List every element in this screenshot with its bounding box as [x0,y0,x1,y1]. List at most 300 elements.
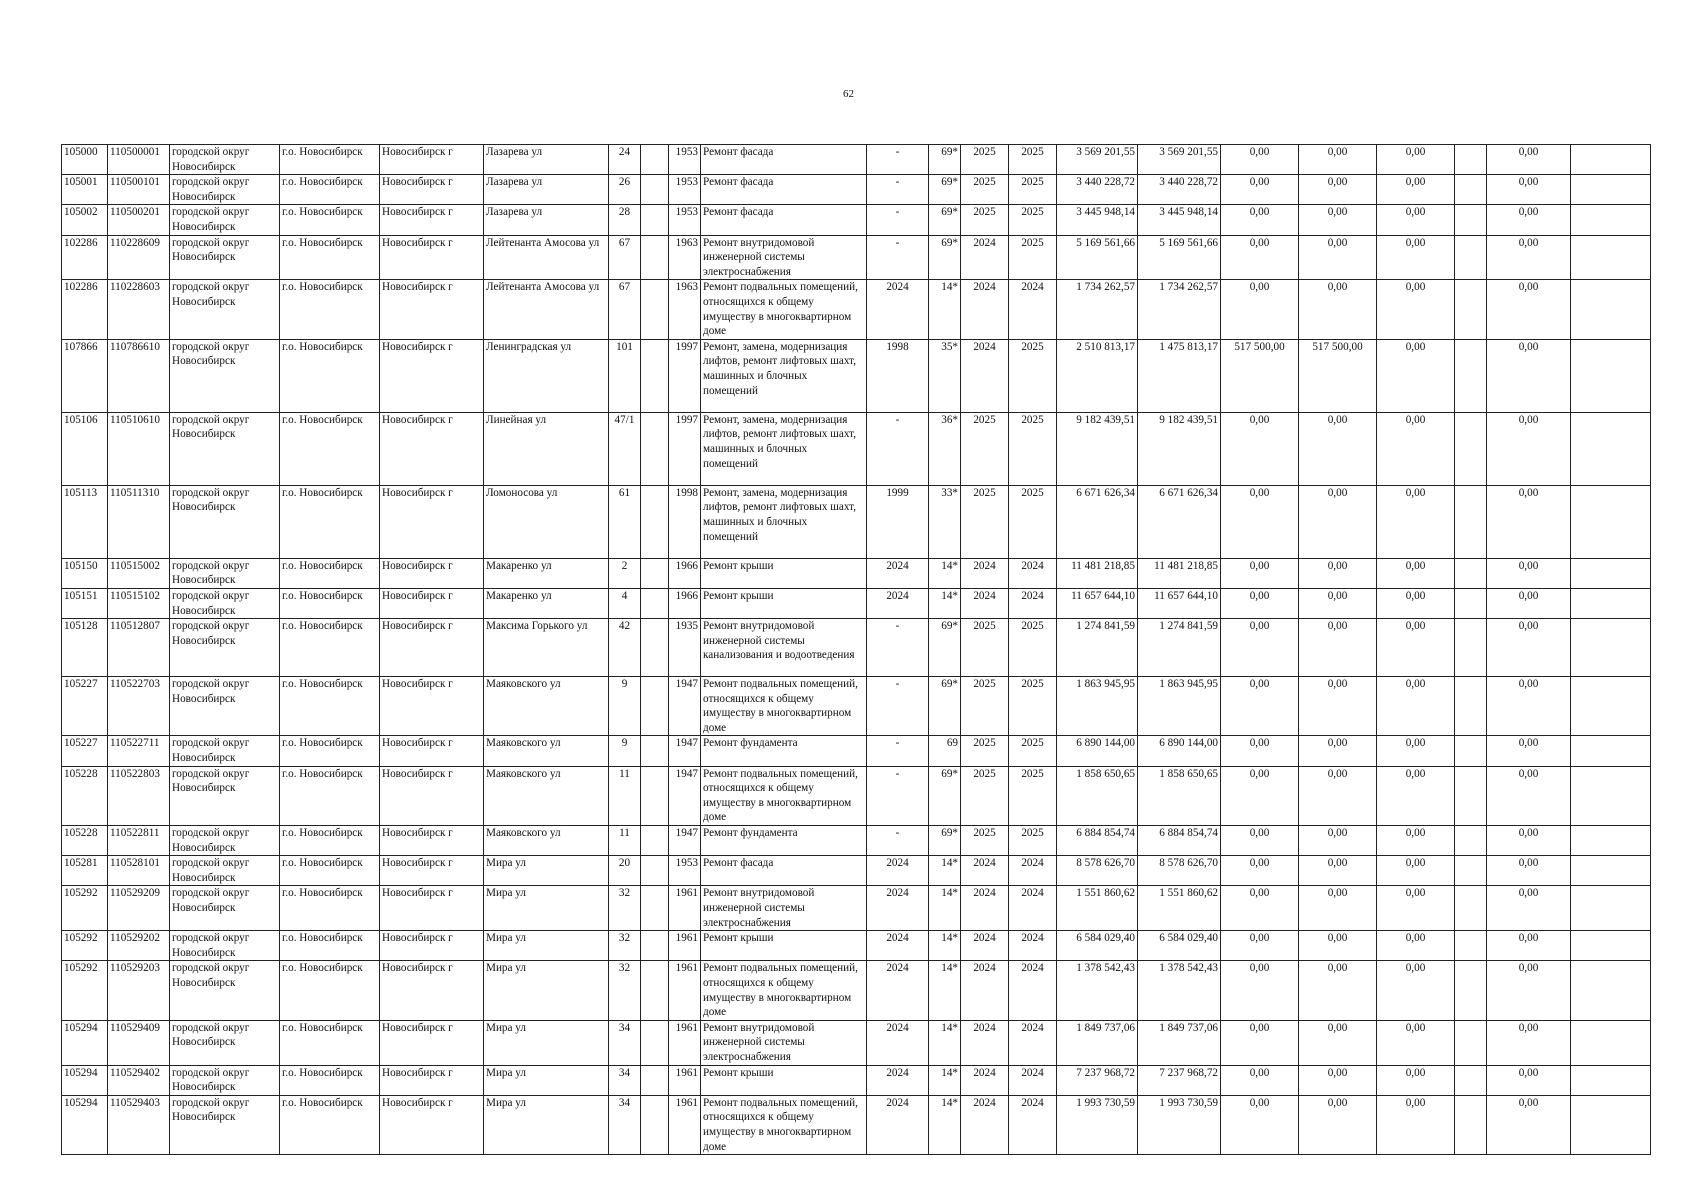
note-cell [1571,412,1651,485]
street-cell: Мира ул [484,1020,609,1065]
record-id-cell: 110529409 [108,1020,170,1065]
building-cell [641,886,669,931]
municipality-cell: г.о. Новосибирск [280,558,380,588]
house-id-cell: 105106 [62,412,108,485]
other-funds-cell: 0,00 [1377,826,1455,856]
wear-cell: 69* [929,677,961,736]
house-number-cell: 24 [609,145,641,175]
house-id-cell: 105128 [62,619,108,677]
street-cell: Маяковского ул [484,677,609,736]
building-cell [641,588,669,618]
last-repair-year-cell: - [867,412,929,485]
house-number-cell: 9 [609,677,641,736]
street-cell: Маяковского ул [484,826,609,856]
wear-cell: 69* [929,235,961,280]
record-id-cell: 110228603 [108,280,170,339]
last-repair-year-cell: - [867,619,929,677]
other-funds-cell: 0,00 [1377,175,1455,205]
work-type-cell: Ремонт фасада [701,205,867,235]
extra-cell [1455,619,1487,677]
fund-cost-cell: 1 274 841,59 [1138,619,1221,677]
building-cell [641,412,669,485]
other-funds-cell: 0,00 [1377,619,1455,677]
table-row [62,677,1651,736]
start-year-cell: 2025 [961,175,1009,205]
house-number-cell: 26 [609,175,641,205]
house-id-cell: 105281 [62,856,108,886]
budget-cell: 0,00 [1221,677,1299,736]
district-cell: городской округ Новосибирск [170,931,280,961]
city-cell: Новосибирск г [380,886,484,931]
work-type-cell: Ремонт крыши [701,558,867,588]
owner-funds-cell: 0,00 [1487,677,1571,736]
city-cell: Новосибирск г [380,619,484,677]
last-repair-year-cell: - [867,205,929,235]
fund-cost-cell: 1 734 262,57 [1138,280,1221,339]
work-type-cell: Ремонт внутридомовой инженерной системы канализования и водоотведения [701,619,867,677]
fund-cost-cell: 7 237 968,72 [1138,1065,1221,1095]
owner-funds-cell: 0,00 [1487,175,1571,205]
note-cell [1571,205,1651,235]
total-cost-cell: 3 440 228,72 [1057,175,1138,205]
house-id-cell: 105113 [62,485,108,558]
budget-cell: 0,00 [1221,736,1299,766]
work-type-cell: Ремонт фасада [701,856,867,886]
work-type-cell: Ремонт, замена, модернизация лифтов, ремонт лифтовых шахт, машинных и блочных помещений [701,412,867,485]
table-row [62,826,1651,856]
wear-cell: 69* [929,175,961,205]
municipality-cell: г.о. Новосибирск [280,412,380,485]
wear-cell: 69* [929,145,961,175]
street-cell: Маяковского ул [484,766,609,825]
other-funds-cell: 0,00 [1377,766,1455,825]
house-id-cell: 105292 [62,886,108,931]
capital-repair-table [61,144,1651,1155]
city-cell: Новосибирск г [380,205,484,235]
table-row [62,1020,1651,1065]
street-cell: Мира ул [484,1065,609,1095]
owner-funds-cell: 0,00 [1487,826,1571,856]
wear-cell: 36* [929,412,961,485]
district-cell: городской округ Новосибирск [170,619,280,677]
record-id-cell: 110500201 [108,205,170,235]
note-cell [1571,677,1651,736]
table-row [62,558,1651,588]
other-funds-cell: 0,00 [1377,205,1455,235]
budget-cell: 0,00 [1221,485,1299,558]
start-year-cell: 2025 [961,485,1009,558]
city-cell: Новосибирск г [380,677,484,736]
city-cell: Новосибирск г [380,558,484,588]
building-cell [641,1020,669,1065]
extra-cell [1455,677,1487,736]
street-cell: Макаренко ул [484,588,609,618]
end-year-cell: 2025 [1009,339,1057,412]
house-number-cell: 32 [609,961,641,1020]
street-cell: Лейтенанта Амосова ул [484,280,609,339]
budget-cell: 0,00 [1221,826,1299,856]
total-cost-cell: 5 169 561,66 [1057,235,1138,280]
work-type-cell: Ремонт фасада [701,175,867,205]
work-type-cell: Ремонт подвальных помещений, относящихся к общему имуществу в многоквартирном доме [701,766,867,825]
other-funds-cell: 0,00 [1377,280,1455,339]
fund-cost-cell: 5 169 561,66 [1138,235,1221,280]
municipality-cell: г.о. Новосибирск [280,619,380,677]
street-cell: Мира ул [484,961,609,1020]
owner-funds-cell: 0,00 [1487,280,1571,339]
start-year-cell: 2025 [961,205,1009,235]
last-repair-year-cell: - [867,175,929,205]
build-year-cell: 1935 [669,619,701,677]
budget-cell: 0,00 [1221,205,1299,235]
building-cell [641,235,669,280]
build-year-cell: 1963 [669,235,701,280]
fund-cost-cell: 1 551 860,62 [1138,886,1221,931]
build-year-cell: 1953 [669,856,701,886]
total-cost-cell: 3 445 948,14 [1057,205,1138,235]
city-cell: Новосибирск г [380,588,484,618]
extra-cell [1455,886,1487,931]
record-id-cell: 110529403 [108,1095,170,1154]
note-cell [1571,235,1651,280]
district-cell: городской округ Новосибирск [170,145,280,175]
district-cell: городской округ Новосибирск [170,588,280,618]
extra-cell [1455,736,1487,766]
district-cell: городской округ Новосибирск [170,205,280,235]
record-id-cell: 110529203 [108,961,170,1020]
municipality-cell: г.о. Новосибирск [280,485,380,558]
record-id-cell: 110228609 [108,235,170,280]
start-year-cell: 2024 [961,339,1009,412]
budget-cell: 0,00 [1221,961,1299,1020]
end-year-cell: 2025 [1009,175,1057,205]
subsidy-cell: 0,00 [1299,766,1377,825]
work-type-cell: Ремонт подвальных помещений, относящихся к общему имуществу в многоквартирном доме [701,1095,867,1154]
house-id-cell: 105228 [62,826,108,856]
street-cell: Мира ул [484,856,609,886]
build-year-cell: 1961 [669,961,701,1020]
subsidy-cell: 0,00 [1299,931,1377,961]
city-cell: Новосибирск г [380,1095,484,1154]
owner-funds-cell: 0,00 [1487,931,1571,961]
fund-cost-cell: 1 849 737,06 [1138,1020,1221,1065]
subsidy-cell: 0,00 [1299,1065,1377,1095]
budget-cell: 0,00 [1221,280,1299,339]
street-cell: Мира ул [484,931,609,961]
last-repair-year-cell: - [867,766,929,825]
subsidy-cell: 0,00 [1299,1020,1377,1065]
subsidy-cell: 0,00 [1299,485,1377,558]
end-year-cell: 2024 [1009,558,1057,588]
build-year-cell: 1961 [669,1065,701,1095]
district-cell: городской округ Новосибирск [170,412,280,485]
table-row [62,736,1651,766]
other-funds-cell: 0,00 [1377,339,1455,412]
fund-cost-cell: 11 657 644,10 [1138,588,1221,618]
table-body [62,145,1651,1155]
building-cell [641,931,669,961]
table-row [62,205,1651,235]
budget-cell: 0,00 [1221,1020,1299,1065]
record-id-cell: 110529202 [108,931,170,961]
subsidy-cell: 0,00 [1299,856,1377,886]
extra-cell [1455,1020,1487,1065]
street-cell: Макаренко ул [484,558,609,588]
work-type-cell: Ремонт внутридомовой инженерной системы электроснабжения [701,235,867,280]
building-cell [641,485,669,558]
work-type-cell: Ремонт подвальных помещений, относящихся к общему имуществу в многоквартирном доме [701,677,867,736]
wear-cell: 14* [929,931,961,961]
work-type-cell: Ремонт крыши [701,1065,867,1095]
last-repair-year-cell: - [867,677,929,736]
start-year-cell: 2024 [961,280,1009,339]
build-year-cell: 1947 [669,766,701,825]
end-year-cell: 2024 [1009,588,1057,618]
total-cost-cell: 1 993 730,59 [1057,1095,1138,1154]
end-year-cell: 2025 [1009,677,1057,736]
end-year-cell: 2024 [1009,931,1057,961]
owner-funds-cell: 0,00 [1487,619,1571,677]
municipality-cell: г.о. Новосибирск [280,886,380,931]
subsidy-cell: 0,00 [1299,1095,1377,1154]
city-cell: Новосибирск г [380,1065,484,1095]
subsidy-cell: 0,00 [1299,677,1377,736]
last-repair-year-cell: 2024 [867,961,929,1020]
total-cost-cell: 6 890 144,00 [1057,736,1138,766]
note-cell [1571,1095,1651,1154]
house-number-cell: 101 [609,339,641,412]
budget-cell: 0,00 [1221,588,1299,618]
work-type-cell: Ремонт крыши [701,931,867,961]
extra-cell [1455,235,1487,280]
city-cell: Новосибирск г [380,339,484,412]
start-year-cell: 2025 [961,766,1009,825]
table-row [62,235,1651,280]
wear-cell: 69* [929,826,961,856]
extra-cell [1455,1095,1487,1154]
end-year-cell: 2025 [1009,235,1057,280]
note-cell [1571,856,1651,886]
municipality-cell: г.о. Новосибирск [280,931,380,961]
building-cell [641,1065,669,1095]
district-cell: городской округ Новосибирск [170,1020,280,1065]
work-type-cell: Ремонт фасада [701,145,867,175]
build-year-cell: 1997 [669,339,701,412]
building-cell [641,619,669,677]
record-id-cell: 110522811 [108,826,170,856]
city-cell: Новосибирск г [380,736,484,766]
start-year-cell: 2024 [961,961,1009,1020]
owner-funds-cell: 0,00 [1487,886,1571,931]
owner-funds-cell: 0,00 [1487,1020,1571,1065]
house-id-cell: 105151 [62,588,108,618]
municipality-cell: г.о. Новосибирск [280,826,380,856]
last-repair-year-cell: 2024 [867,588,929,618]
house-number-cell: 61 [609,485,641,558]
last-repair-year-cell: - [867,145,929,175]
district-cell: городской округ Новосибирск [170,280,280,339]
total-cost-cell: 3 569 201,55 [1057,145,1138,175]
end-year-cell: 2025 [1009,766,1057,825]
extra-cell [1455,766,1487,825]
record-id-cell: 110528101 [108,856,170,886]
table-row [62,145,1651,175]
fund-cost-cell: 6 884 854,74 [1138,826,1221,856]
wear-cell: 33* [929,485,961,558]
district-cell: городской округ Новосибирск [170,558,280,588]
district-cell: городской округ Новосибирск [170,736,280,766]
building-cell [641,856,669,886]
other-funds-cell: 0,00 [1377,558,1455,588]
district-cell: городской округ Новосибирск [170,886,280,931]
building-cell [641,558,669,588]
build-year-cell: 1961 [669,1020,701,1065]
fund-cost-cell: 3 440 228,72 [1138,175,1221,205]
budget-cell: 0,00 [1221,931,1299,961]
build-year-cell: 1953 [669,205,701,235]
table-row [62,412,1651,485]
end-year-cell: 2025 [1009,826,1057,856]
house-id-cell: 105150 [62,558,108,588]
municipality-cell: г.о. Новосибирск [280,588,380,618]
last-repair-year-cell: 2024 [867,1065,929,1095]
budget-cell: 0,00 [1221,766,1299,825]
total-cost-cell: 1 378 542,43 [1057,961,1138,1020]
other-funds-cell: 0,00 [1377,588,1455,618]
fund-cost-cell: 1 993 730,59 [1138,1095,1221,1154]
house-id-cell: 105228 [62,766,108,825]
end-year-cell: 2024 [1009,961,1057,1020]
municipality-cell: г.о. Новосибирск [280,145,380,175]
district-cell: городской округ Новосибирск [170,485,280,558]
house-id-cell: 105294 [62,1065,108,1095]
municipality-cell: г.о. Новосибирск [280,1095,380,1154]
building-cell [641,736,669,766]
start-year-cell: 2025 [961,826,1009,856]
last-repair-year-cell: - [867,826,929,856]
work-type-cell: Ремонт внутридомовой инженерной системы электроснабжения [701,1020,867,1065]
building-cell [641,766,669,825]
note-cell [1571,175,1651,205]
subsidy-cell: 0,00 [1299,826,1377,856]
fund-cost-cell: 3 445 948,14 [1138,205,1221,235]
owner-funds-cell: 0,00 [1487,766,1571,825]
extra-cell [1455,145,1487,175]
subsidy-cell: 0,00 [1299,412,1377,485]
house-number-cell: 4 [609,588,641,618]
district-cell: городской округ Новосибирск [170,175,280,205]
start-year-cell: 2024 [961,558,1009,588]
house-number-cell: 47/1 [609,412,641,485]
budget-cell: 0,00 [1221,558,1299,588]
work-type-cell: Ремонт подвальных помещений, относящихся к общему имуществу в многоквартирном доме [701,280,867,339]
start-year-cell: 2024 [961,886,1009,931]
house-number-cell: 11 [609,766,641,825]
subsidy-cell: 0,00 [1299,175,1377,205]
start-year-cell: 2024 [961,235,1009,280]
street-cell: Мира ул [484,886,609,931]
total-cost-cell: 8 578 626,70 [1057,856,1138,886]
district-cell: городской округ Новосибирск [170,856,280,886]
building-cell [641,677,669,736]
record-id-cell: 110522711 [108,736,170,766]
city-cell: Новосибирск г [380,826,484,856]
budget-cell: 0,00 [1221,886,1299,931]
end-year-cell: 2024 [1009,280,1057,339]
house-number-cell: 20 [609,856,641,886]
building-cell [641,145,669,175]
subsidy-cell: 0,00 [1299,736,1377,766]
building-cell [641,205,669,235]
record-id-cell: 110522703 [108,677,170,736]
note-cell [1571,961,1651,1020]
table-row [62,1095,1651,1154]
owner-funds-cell: 0,00 [1487,1065,1571,1095]
municipality-cell: г.о. Новосибирск [280,339,380,412]
end-year-cell: 2024 [1009,1020,1057,1065]
start-year-cell: 2024 [961,931,1009,961]
extra-cell [1455,961,1487,1020]
note-cell [1571,588,1651,618]
total-cost-cell: 1 849 737,06 [1057,1020,1138,1065]
building-cell [641,826,669,856]
last-repair-year-cell: - [867,235,929,280]
total-cost-cell: 11 657 644,10 [1057,588,1138,618]
record-id-cell: 110529402 [108,1065,170,1095]
budget-cell: 0,00 [1221,1065,1299,1095]
build-year-cell: 1997 [669,412,701,485]
subsidy-cell: 0,00 [1299,588,1377,618]
budget-cell: 0,00 [1221,175,1299,205]
wear-cell: 14* [929,856,961,886]
note-cell [1571,766,1651,825]
owner-funds-cell: 0,00 [1487,588,1571,618]
other-funds-cell: 0,00 [1377,1065,1455,1095]
build-year-cell: 1947 [669,736,701,766]
fund-cost-cell: 1 858 650,65 [1138,766,1221,825]
total-cost-cell: 6 671 626,34 [1057,485,1138,558]
house-id-cell: 102286 [62,235,108,280]
wear-cell: 14* [929,1095,961,1154]
note-cell [1571,826,1651,856]
record-id-cell: 110512807 [108,619,170,677]
subsidy-cell: 0,00 [1299,558,1377,588]
note-cell [1571,1020,1651,1065]
owner-funds-cell: 0,00 [1487,235,1571,280]
extra-cell [1455,175,1487,205]
build-year-cell: 1953 [669,145,701,175]
wear-cell: 35* [929,339,961,412]
total-cost-cell: 1 858 650,65 [1057,766,1138,825]
wear-cell: 69 [929,736,961,766]
extra-cell [1455,485,1487,558]
total-cost-cell: 11 481 218,85 [1057,558,1138,588]
city-cell: Новосибирск г [380,766,484,825]
end-year-cell: 2025 [1009,145,1057,175]
note-cell [1571,931,1651,961]
table-row [62,619,1651,677]
end-year-cell: 2025 [1009,485,1057,558]
extra-cell [1455,205,1487,235]
wear-cell: 14* [929,961,961,1020]
municipality-cell: г.о. Новосибирск [280,736,380,766]
building-cell [641,339,669,412]
record-id-cell: 110786610 [108,339,170,412]
fund-cost-cell: 11 481 218,85 [1138,558,1221,588]
district-cell: городской округ Новосибирск [170,961,280,1020]
last-repair-year-cell: 2024 [867,558,929,588]
extra-cell [1455,280,1487,339]
